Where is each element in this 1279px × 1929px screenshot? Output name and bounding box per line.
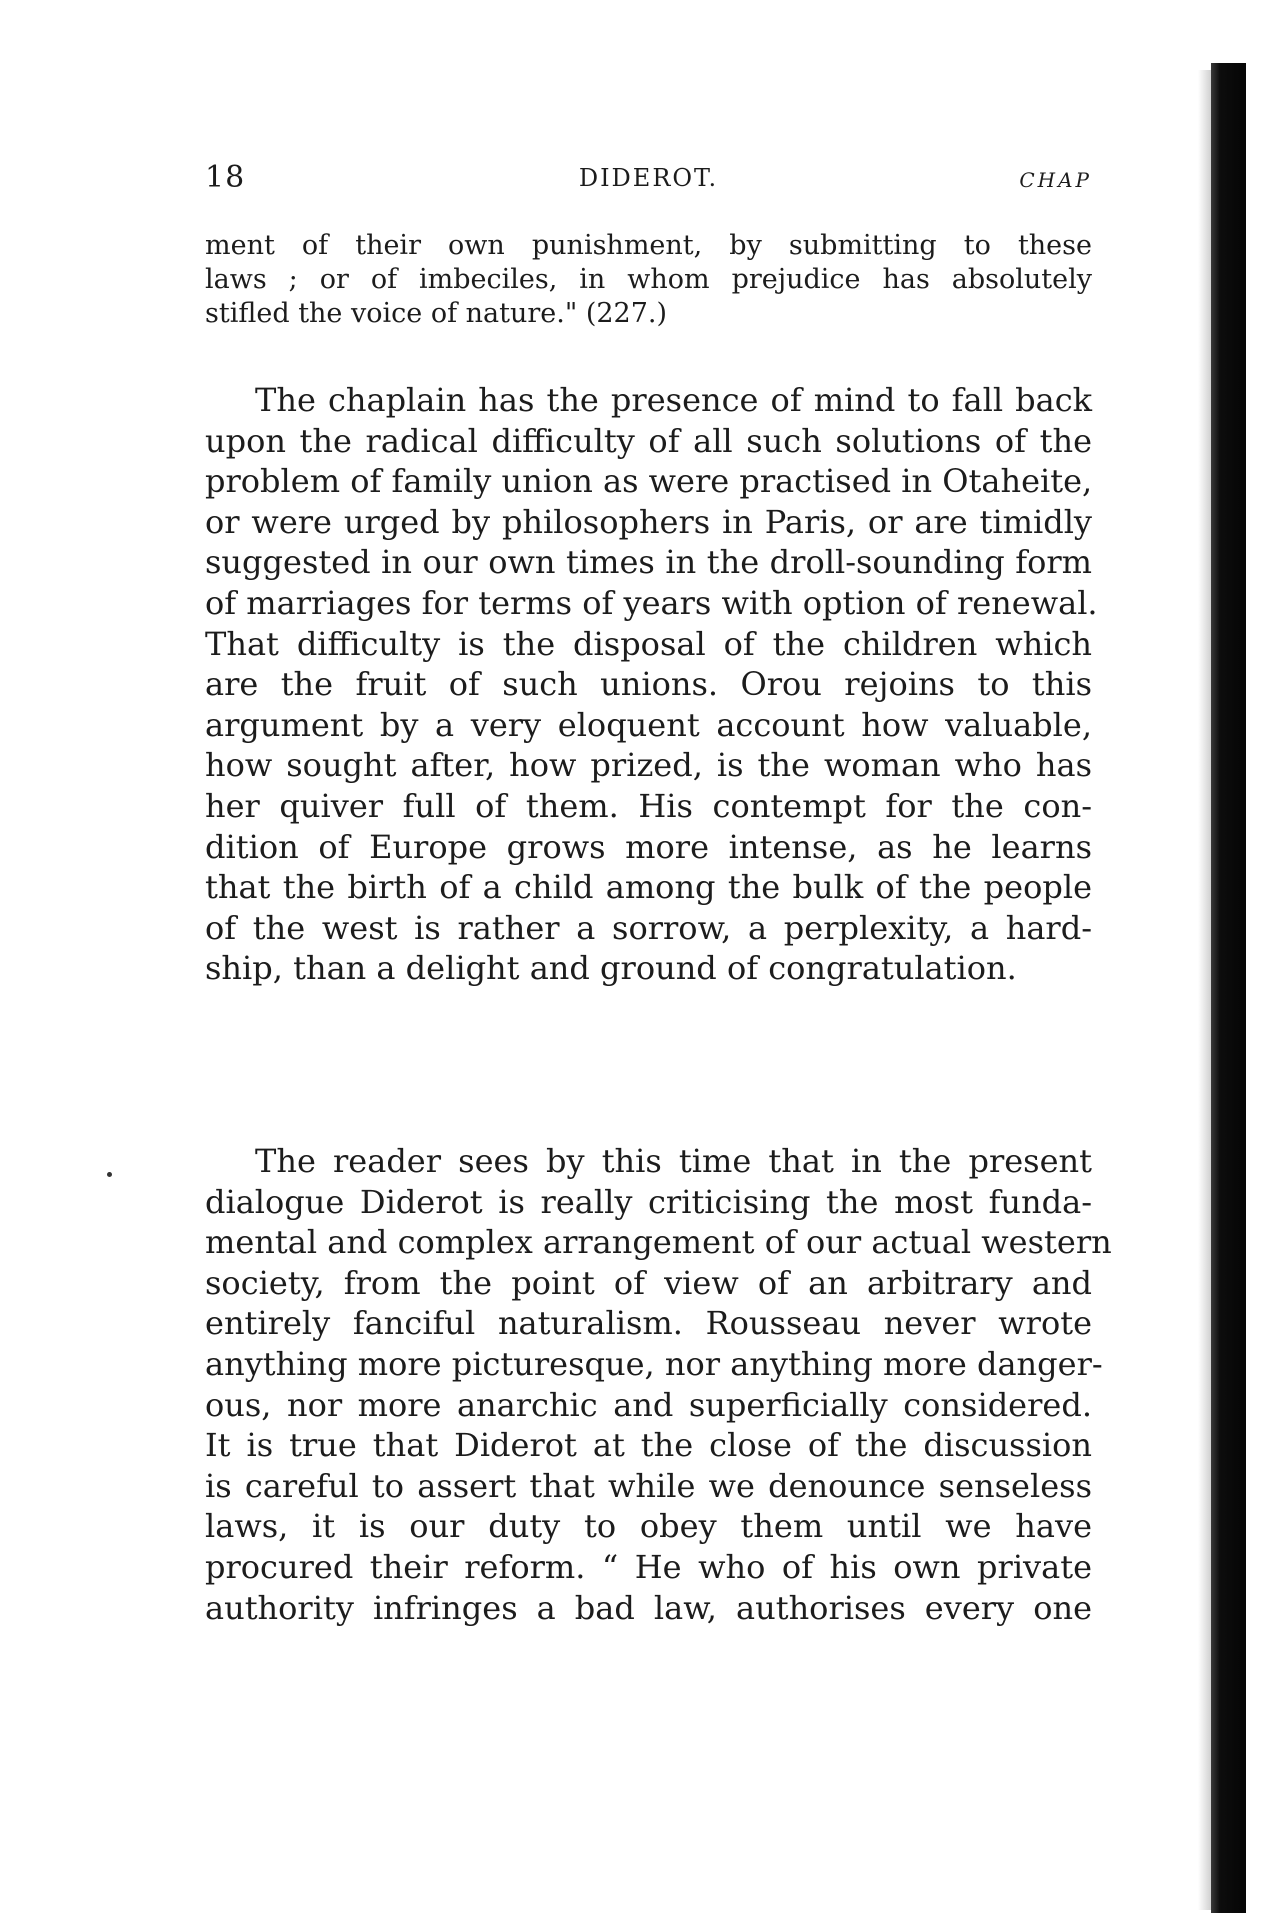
paragraph-line: dialogue Diderot is really criticising the most funda- [205,1182,1092,1221]
quote-line: stifled the voice of nature." (227.) [205,298,668,329]
paragraph-line: is careful to assert that while we denounce senseless [205,1466,1092,1505]
paragraph-line: how sought after, how prized, is the woman who has [205,746,1092,785]
paragraph-line: laws, it is our duty to obey them until we have [205,1507,1092,1546]
paragraph-line: problem of family union as were practised in Otaheite, [205,462,1093,501]
paragraph-line: ship, than a delight and ground of congratulation. [205,949,1017,988]
paragraph-line: dition of Europe grows more intense, as he learns [205,827,1092,866]
paragraph-line: The reader sees by this time that in the present [255,1142,1092,1180]
paragraph-2 [205,1141,1112,1628]
quote-line: ment of their own punishment, by submitting to these [205,230,1092,261]
paragraph-line: The chaplain has the presence of mind to fall back [255,381,1092,419]
paragraph-line: upon the radical difficulty of all such solutions of the [205,421,1092,460]
quote-line: laws ; or of imbeciles, in whom prejudice has absolutely [205,264,1092,295]
paragraph-line: argument by a very eloquent account how valuable, [205,705,1092,744]
paragraph-line: It is true that Diderot at the close of the discussion [205,1426,1092,1465]
page-gutter-shadow [1198,70,1211,1910]
paragraph-line: suggested in our own times in the droll-sounding form [205,543,1092,582]
paragraph-line: entirely fanciful naturalism. Rousseau never wrote [205,1304,1092,1343]
page-number: 18 [205,160,246,195]
paragraph-line: of marriages for terms of years with option of renewal. [205,583,1098,622]
quote-block [205,229,1092,331]
page-edge-bar [1211,63,1246,1913]
paragraph-line: are the fruit of such unions. Orou rejoins to this [205,665,1092,704]
running-title: DIDEROT. [578,164,719,192]
paragraph-line: mental and complex arrangement of our actual western [205,1223,1112,1262]
paragraph-line: or were urged by philosophers in Paris, or are timidly [205,502,1092,541]
paragraph-line: her quiver full of them. His contempt for the con- [205,786,1092,825]
paragraph-line: society, from the point of view of an arbitrary and [205,1263,1092,1302]
paragraph-line: ous, nor more anarchic and superficially considered. [205,1385,1092,1424]
paragraph-line: anything more picturesque, nor anything more danger- [205,1344,1103,1383]
chapter-label: CHAP [1019,168,1092,192]
ink-speck [107,1172,112,1177]
paragraph-line: that the birth of a child among the bulk of the people [205,868,1092,907]
paragraph-line: of the west is rather a sorrow, a perplexity, a hard- [205,908,1092,947]
paragraph-line: That difficulty is the disposal of the children which [205,624,1092,663]
paragraph-line: procured their reform. “ He who of his own private [205,1547,1092,1586]
running-head [205,160,1092,200]
paragraph-line: authority infringes a bad law, authorises every one [205,1588,1092,1627]
paragraph-1 [205,380,1098,989]
